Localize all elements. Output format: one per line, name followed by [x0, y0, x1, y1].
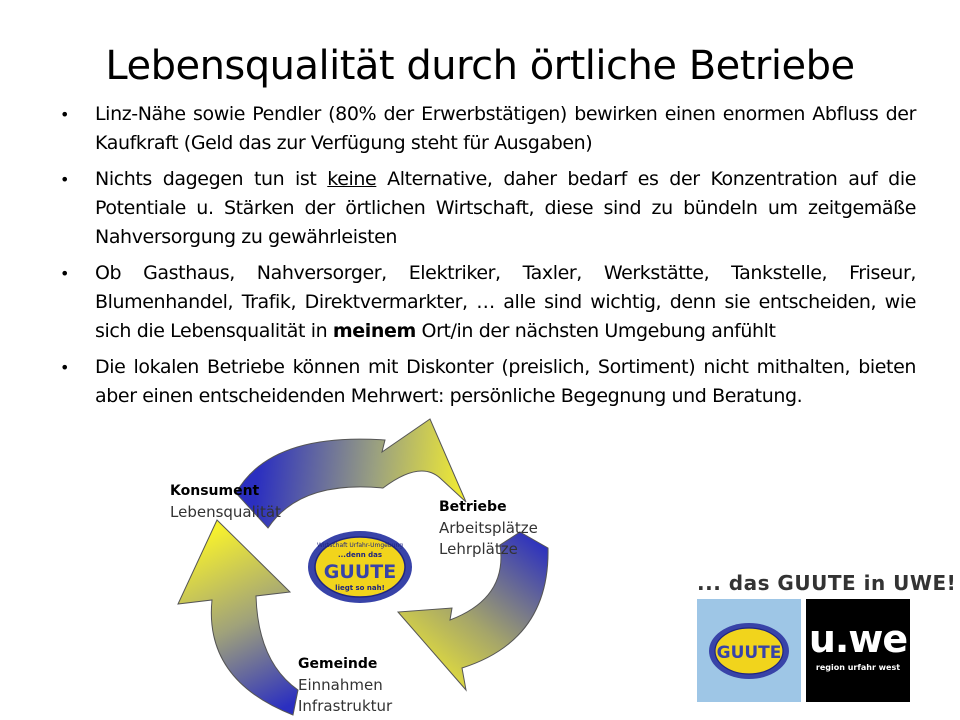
label-gemeinde-sub1: Einnahmen: [298, 676, 383, 694]
bullet-text: Die lokalen Betriebe können mit Diskonter (preislich, Sortiment) nicht mithalten, bieten aber einen entscheidenden Mehrwert: persönliche Begegnung und Beratung.: [95, 356, 916, 407]
label-betriebe-sub1: Arbeitsplätze: [439, 519, 538, 537]
underlined-word: keine: [327, 168, 377, 190]
label-betriebe-sub2: Lehrplätze: [439, 540, 518, 558]
label-betriebe: [439, 497, 538, 560]
uwe-subtitle: region urfahr west: [815, 663, 901, 672]
label-gemeinde: [298, 654, 392, 717]
uwe-brand: u.we: [808, 617, 908, 661]
logo-brand: GUUTE: [323, 561, 397, 583]
bullet-text: Ort/in der nächsten Umgebung anfühlt: [415, 320, 776, 342]
bullet-dot-icon: •: [60, 264, 70, 283]
label-betriebe-title: Betriebe: [439, 499, 507, 515]
bullet-dot-icon: •: [60, 358, 70, 377]
label-konsument: [170, 481, 281, 523]
bullet-text: Alternative, daher bedarf es der Konzentration auf die Potentiale u. Stärken der örtlichen Wirtschaft, diese sind zu bündeln um zeitgemäße Nahversorgung zu gewährleisten: [95, 168, 916, 248]
label-gemeinde-sub2: Infrastruktur: [298, 697, 393, 715]
arrow-gemeinde-to-konsument: [178, 520, 298, 715]
bullet-text: Linz-Nähe sowie Pendler (80% der Erwerbstätigen) bewirken einen enormen Abfluss der Kaufkraft (Geld das zur Verfügung steht für Ausgaben): [95, 103, 916, 154]
logo-line1: ...denn das: [337, 551, 383, 559]
bullet-dot-icon: •: [60, 105, 70, 124]
uwe-tagline: ... das GUUTE in UWE!: [697, 571, 957, 595]
uwe-logo-box: [806, 599, 910, 702]
page-title: Lebensqualität durch örtliche Betriebe: [105, 43, 855, 89]
logo-line2: liegt so nah!: [335, 584, 385, 592]
label-konsument-title: Konsument: [170, 483, 260, 499]
guute-logo-box: [697, 599, 801, 702]
bullet-dot-icon: •: [60, 170, 70, 189]
guute-logo-text: GUUTE: [716, 643, 782, 663]
label-konsument-sub: Lebensqualität: [170, 503, 281, 521]
logo-arc-text: Wirtschaft Urfahr-Umgebung: [316, 542, 404, 549]
bullet-text: Ob Gasthaus, Nahversorger, Elektriker, Taxler, Werkstätte, Tankstelle, Friseur, Blumenhandel, Trafik, Direktvermarkter, … alle sind wichtig, denn sie entscheiden, wie sich die Lebensqualität in: [95, 262, 916, 342]
guute-center-logo: [308, 531, 412, 603]
bullet-text: Nichts dagegen tun ist: [95, 168, 328, 190]
label-gemeinde-title: Gemeinde: [298, 656, 378, 672]
bold-word: meinem: [332, 320, 416, 342]
guute-logo-icon: [697, 599, 801, 702]
